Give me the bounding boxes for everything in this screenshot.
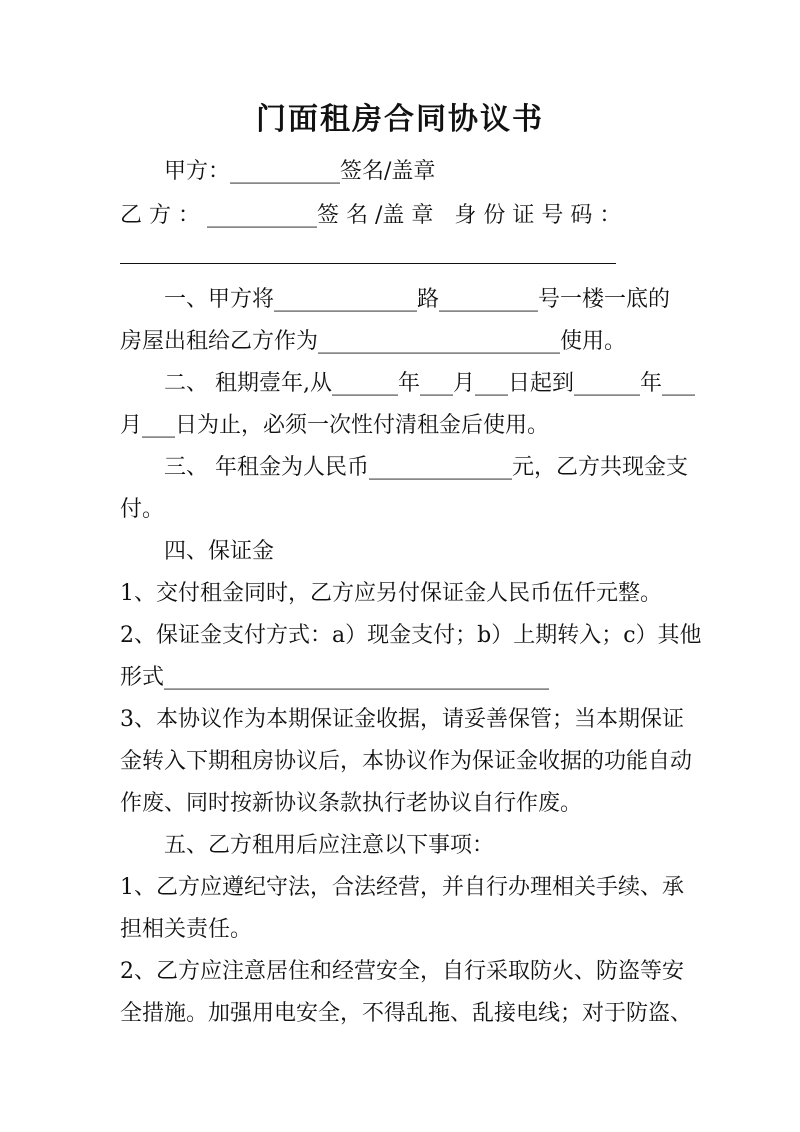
section-5-heading: 五、乙方租用后应注意以下事项： [164,833,495,858]
clause-2-line-2: 月___日为止，必须一次性付清租金后使用。 [120,413,550,438]
clause-3-line-2: 付。 [120,497,165,522]
document-title: 门面租房合同协议书 [256,102,544,137]
party-a-line: 甲方：__________签名/盖章 [164,159,436,184]
deposit-item-3-line-3: 作废、同时按新协议条款执行老协议自行作废。 [120,791,583,816]
clause-3-line-1: 三、 年租金为人民币_____________元，乙方共现金支 [164,455,688,480]
clause-1-line-2: 房屋出租给乙方作为______________________使用。 [120,329,627,354]
notice-item-1-line-2: 担相关责任。 [120,917,253,942]
notice-item-2-line-2: 全措施。加强用电安全，不得乱拖、乱接电线；对于防盗、 [120,1001,693,1026]
deposit-item-2-line-2: 形式___________________________________ [120,665,550,690]
deposit-item-3-line-1: 3、本协议作为本期保证金收据，请妥善保管；当本期保证 [120,707,684,732]
notice-item-1-line-1: 1、乙方应遵纪守法，合法经营，并自行办理相关手续、承 [120,875,684,900]
deposit-item-1: 1、交付租金同时，乙方应另付保证金人民币伍仟元整。 [120,581,662,606]
notice-item-2-line-1: 2、乙方应注意居住和经营安全，自行采取防火、防盗等安 [120,959,684,984]
deposit-item-2-line-1: 2、保证金支付方式：a）现金支付；b）上期转入；c）其他 [120,623,702,648]
party-b-line: 乙 方 ： __________签 名 /盖 章 身 份 证 号 码 ： [120,203,622,228]
section-4-heading: 四、保证金 [164,539,275,564]
id-number-underline [120,263,616,264]
deposit-item-3-line-2: 金转入下期租房协议后，本协议作为保证金收据的功能自动 [120,749,693,774]
clause-1-line-1: 一、甲方将_____________路_________号一楼一底的 [164,287,671,312]
clause-2-line-1: 二、 租期壹年,从______年___月___日起到______年___ [164,371,695,396]
